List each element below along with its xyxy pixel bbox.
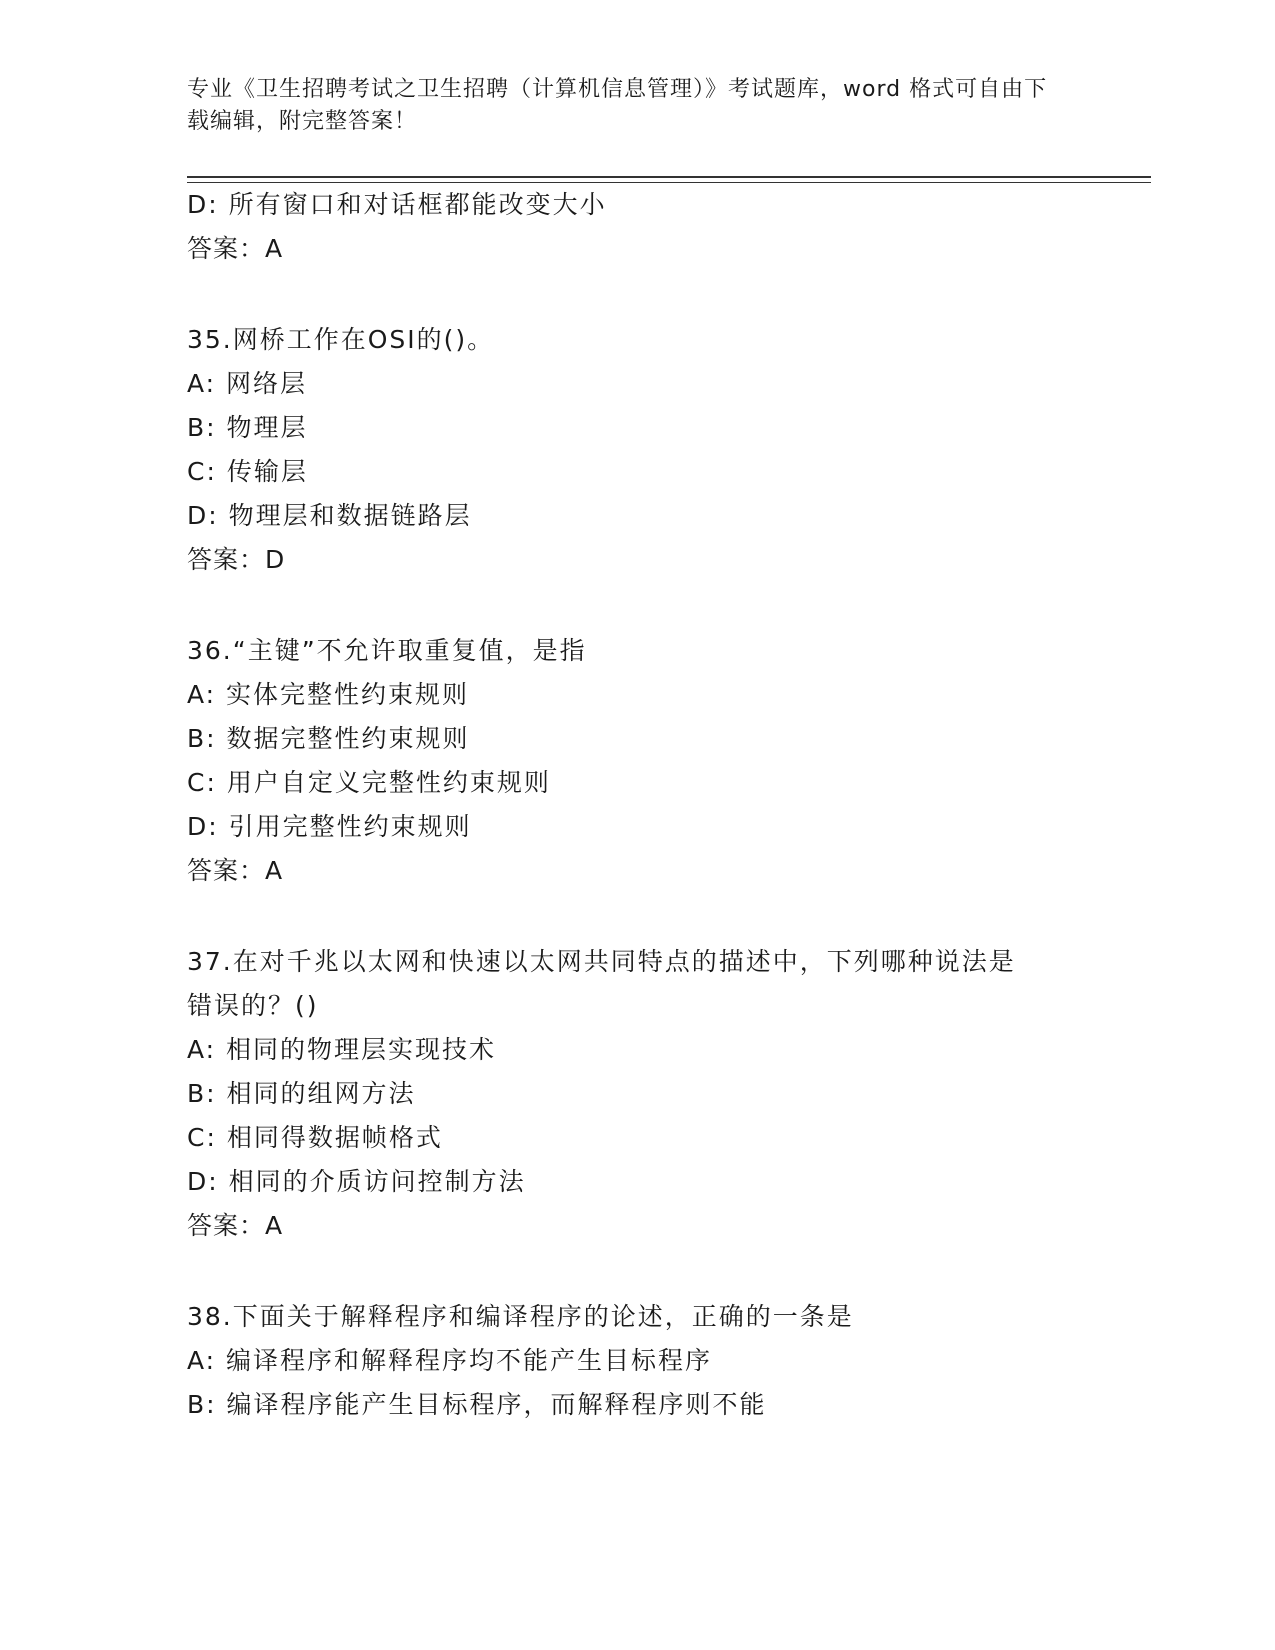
q35-option-a: A: 网络层: [187, 369, 308, 398]
q36-option-b: B: 数据完整性约束规则: [187, 724, 470, 753]
q36-option-d: D: 引用完整性约束规则: [187, 812, 472, 841]
q38-option-a: A: 编译程序和解释程序均不能产生目标程序: [187, 1346, 713, 1375]
q35-answer: 答案：D: [187, 545, 286, 574]
q37-option-d: D: 相同的介质访问控制方法: [187, 1167, 526, 1196]
q37-question-line2: 错误的？(): [187, 991, 319, 1020]
q35-option-d: D: 物理层和数据链路层: [187, 501, 472, 530]
q36-option-c: C: 用户自定义完整性约束规则: [187, 768, 551, 797]
q37-option-a: A: 相同的物理层实现技术: [187, 1035, 497, 1064]
q36-option-a: A: 实体完整性约束规则: [187, 680, 470, 709]
q37-option-c: C: 相同得数据帧格式: [187, 1123, 443, 1152]
header-divider-thick: [187, 176, 1151, 178]
q38-question: 38.下面关于解释程序和编译程序的论述，正确的一条是: [187, 1302, 854, 1331]
header-divider-thin: [187, 182, 1151, 183]
document-header: 专业《卫生招聘考试之卫生招聘（计算机信息管理）》考试题库，word 格式可自由下载编辑，附完整答案！: [187, 77, 1048, 134]
q35-option-b: B: 物理层: [187, 413, 308, 442]
q36-answer: 答案：A: [187, 856, 284, 885]
q37-option-b: B: 相同的组网方法: [187, 1079, 416, 1108]
q36-question: 36.“主键”不允许取重复值，是指: [187, 636, 587, 665]
q35-question: 35.网桥工作在OSI的()。: [187, 325, 495, 354]
q37-question-line1: 37.在对千兆以太网和快速以太网共同特点的描述中，下列哪种说法是: [187, 947, 1016, 976]
q37-answer: 答案：A: [187, 1211, 284, 1240]
q38-option-b: B: 编译程序能产生目标程序，而解释程序则不能: [187, 1390, 767, 1419]
prev-option-d: D: 所有窗口和对话框都能改变大小: [187, 190, 607, 219]
prev-answer: 答案：A: [187, 234, 284, 263]
q35-option-c: C: 传输层: [187, 457, 308, 486]
